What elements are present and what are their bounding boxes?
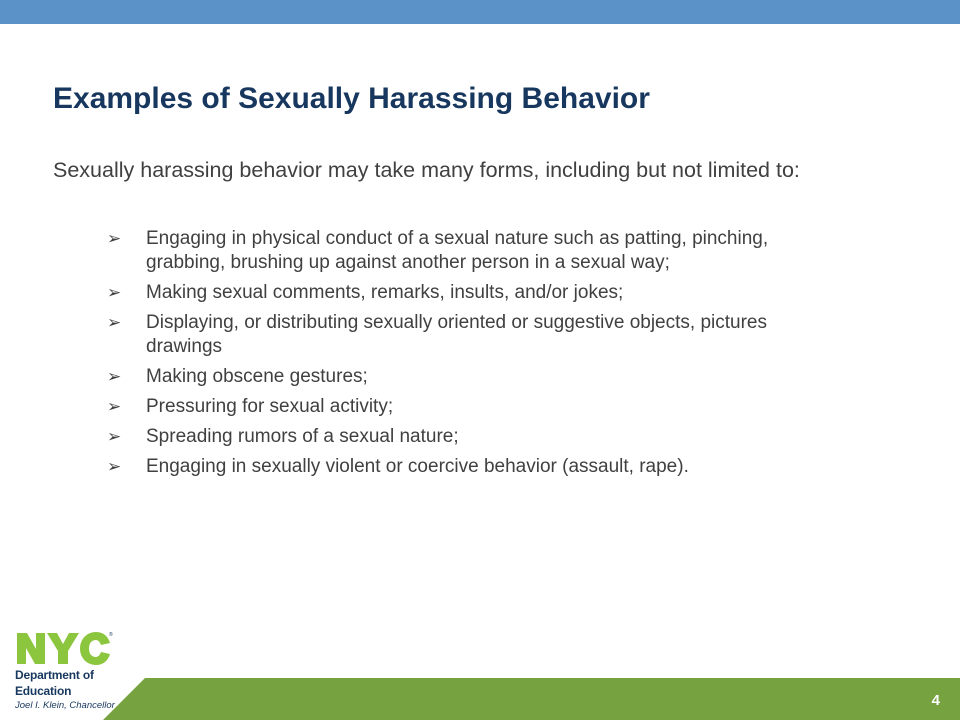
bullet-item: [107, 281, 847, 305]
bullet-item: [107, 365, 847, 389]
bullet-text: Engaging in physical conduct of a sexual nature such as patting, pinching, grabbing, brushing up against another person in a sexual way;: [146, 228, 769, 273]
logo-department-line1: Department of: [15, 668, 94, 682]
logo-department-line2: Education: [15, 684, 72, 698]
bullet-item: [107, 425, 847, 449]
arrow-bullet-icon: ➢: [107, 313, 122, 332]
bullet-text: Displaying, or distributing sexually oriented or suggestive objects, pictures drawings: [146, 312, 767, 357]
logo-chancellor: Joel I. Klein, Chancellor: [15, 700, 115, 711]
bullet-item: [107, 395, 847, 419]
page-number: 4: [931, 692, 940, 709]
arrow-bullet-icon: ➢: [107, 397, 122, 416]
bullet-text: Spreading rumors of a sexual nature;: [146, 426, 459, 447]
arrow-bullet-icon: ➢: [107, 229, 122, 248]
nyc-logo-icon: [15, 630, 113, 666]
svg-text:®: ®: [109, 632, 113, 638]
bullet-list: [107, 227, 847, 485]
arrow-bullet-icon: ➢: [107, 283, 122, 302]
bullet-item: [107, 455, 847, 479]
top-accent-bar: [0, 0, 960, 24]
arrow-bullet-icon: ➢: [107, 367, 122, 386]
bullet-item: [107, 311, 847, 359]
bullet-item: [107, 227, 847, 275]
bullet-text: Making sexual comments, remarks, insults, and/or jokes;: [146, 282, 624, 303]
arrow-bullet-icon: ➢: [107, 427, 122, 446]
bullet-text: Engaging in sexually violent or coercive behavior (assault, rape).: [146, 456, 689, 477]
bullet-text: Pressuring for sexual activity;: [146, 396, 394, 417]
slide-title: Examples of Sexually Harassing Behavior: [53, 82, 650, 115]
arrow-bullet-icon: ➢: [107, 457, 122, 476]
bottom-accent-strip: [0, 678, 960, 720]
intro-text: Sexually harassing behavior may take many forms, including but not limited to:: [53, 158, 800, 182]
nyc-doe-logo: [15, 630, 125, 711]
bullet-text: Making obscene gestures;: [146, 366, 368, 387]
